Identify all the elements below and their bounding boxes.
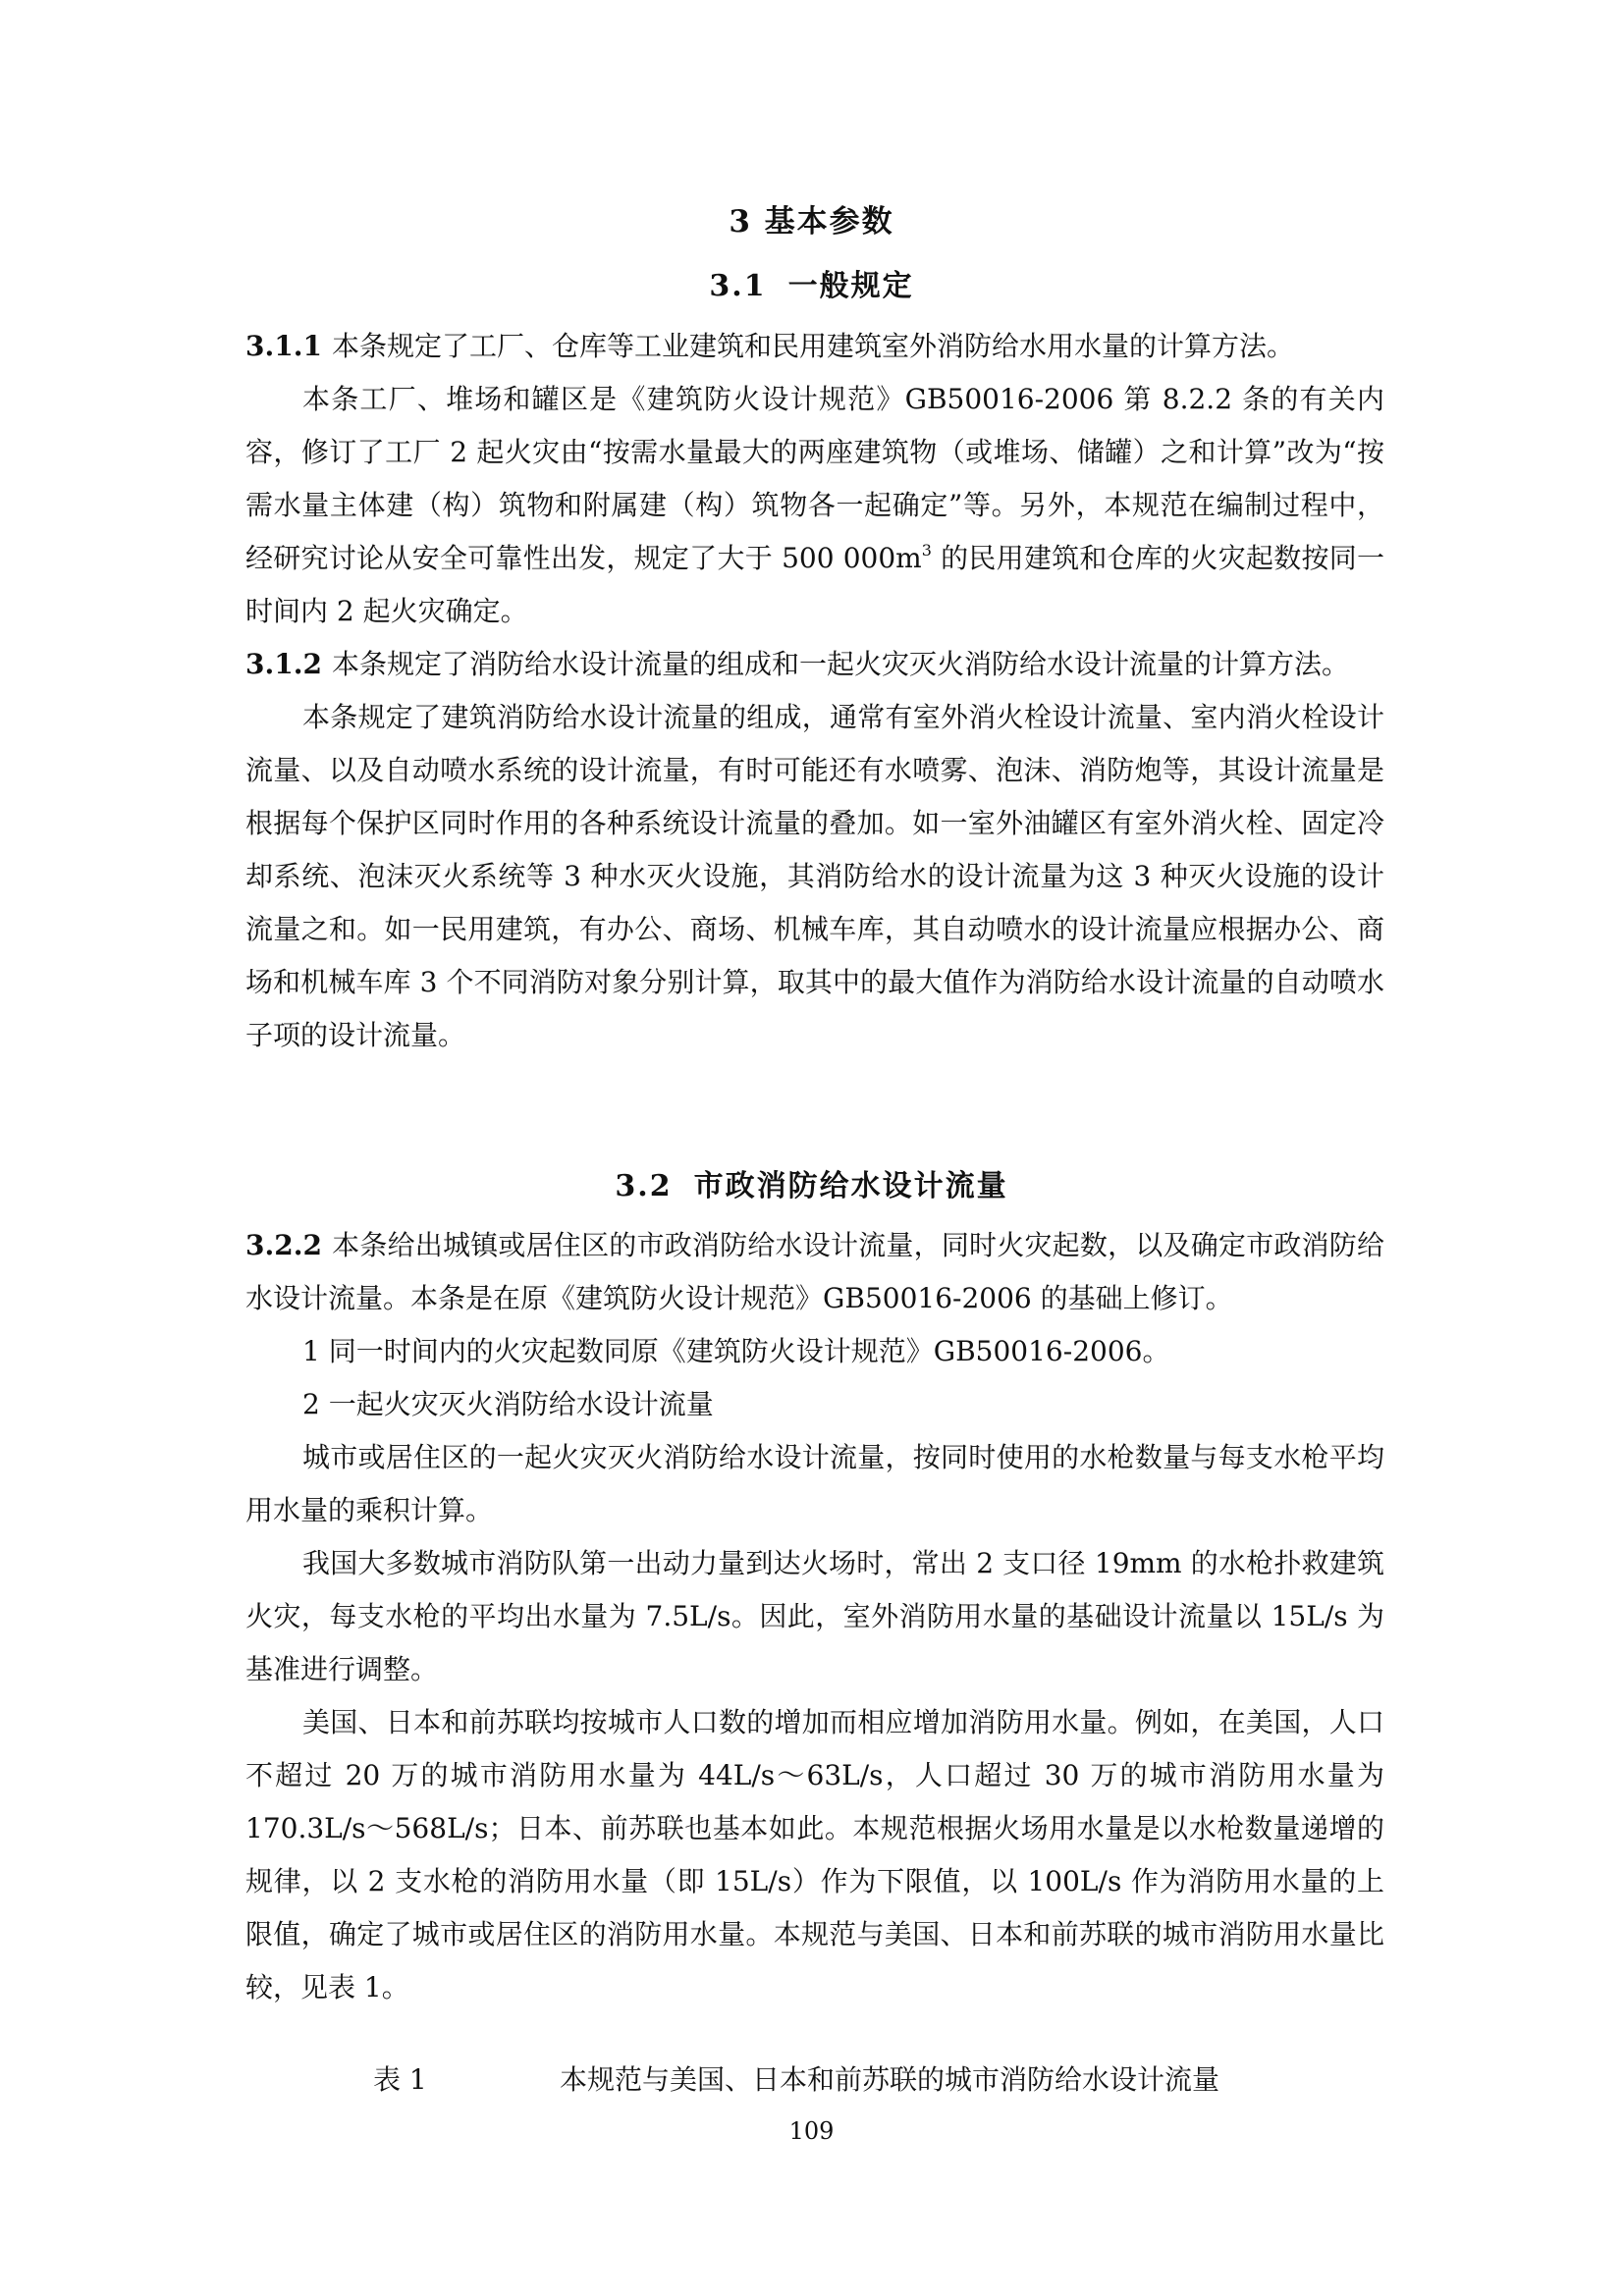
section-heading-3-2 [0,1161,1623,1204]
table-caption [373,2058,1219,2098]
paragraph-text: 本条工厂、堆场和罐区是《建筑防火设计规范》GB50016-2006 第 8.2.2 条的有关内容，修订了工厂 2 起火灾由“按需水量最大的两座建筑物（或堆场、储罐）之和计算”改为“按需水量主体建（构）筑物和附属建（构）筑物各一起确定”等。另外，本规范在编制过程中，经研究讨论从安全可靠性出发，规定了大于 500 000m [245,383,1384,574]
clause-number: 3.1.1 [245,330,322,362]
table-label: 表 1 [373,2063,427,2096]
section-3-1-body [245,320,1384,1062]
clause-3-1-2 [245,638,1384,691]
section-3-2-body [245,1219,1384,2014]
paragraph-text: 的民用建筑和仓库的火灾起数按同一时间内 2 起火灾确定。 [245,542,1385,627]
list-item-1: 1 同一时间内的火灾起数同原《建筑防火设计规范》GB50016-2006。 [302,1335,1170,1367]
paragraph [245,373,1384,638]
paragraph: 我国大多数城市消防队第一出动力量到达火场时，常出 2 支口径 19mm 的水枪扑救建筑火灾，每支水枪的平均出水量为 7.5L/s。因此，室外消防用水量的基础设计流量以 15L/s 为基准进行调整。 [245,1547,1384,1685]
clause-3-2-2 [245,1219,1384,1325]
table-title: 本规范与美国、日本和前苏联的城市消防给水设计流量 [560,2063,1220,2096]
superscript: 3 [921,541,932,560]
clause-3-1-1 [245,320,1384,373]
clause-text: 本条规定了工厂、仓库等工业建筑和民用建筑室外消防给水用水量的计算方法。 [331,330,1294,362]
chapter-heading: 3 基本参数 [729,204,894,240]
list-item-2: 2 一起火灾灭火消防给水设计流量 [302,1388,714,1420]
clause-text: 本条规定了消防给水设计流量的组成和一起火灾灭火消防给水设计流量的计算方法。 [331,648,1349,680]
page-number: 109 [788,2117,835,2145]
section-title: 一般规定 [787,269,914,303]
paragraph: 城市或居住区的一起火灾灭火消防给水设计流量，按同时使用的水枪数量与每支水枪平均用水量的乘积计算。 [245,1441,1384,1526]
section-title: 市政消防给水设计流量 [693,1169,1008,1203]
clause-number: 3.1.2 [245,648,322,680]
section-number: 3.2 [615,1169,673,1203]
clause-number: 3.2.2 [245,1229,322,1261]
section-number: 3.1 [709,269,767,303]
clause-text: 本条给出城镇或居住区的市政消防给水设计流量，同时火灾起数，以及确定市政消防给水设计流量。本条是在原《建筑防火设计规范》GB50016-2006 的基础上修订。 [245,1229,1384,1314]
paragraph: 美国、日本和前苏联均按城市人口数的增加而相应增加消防用水量。例如，在美国，人口不超过 20 万的城市消防用水量为 44L/s～63L/s，人口超过 30 万的城市消防用水量为 170.3L/s～568L/s；日本、前苏联也基本如此。本规范根据火场用水量是以水枪数量递增的规律，以 2 支水枪的消防用水量（即 15L/s）作为下限值，以 100L/s 作为消防用水量的上限值，确定了城市或居住区的消防用水量。本规范与美国、日本和前苏联的城市消防用水量比较，见表 1。 [245,1706,1384,2003]
paragraph: 本条规定了建筑消防给水设计流量的组成，通常有室外消火栓设计流量、室内消火栓设计流量、以及自动喷水系统的设计流量，有时可能还有水喷雾、泡沫、消防炮等，其设计流量是根据每个保护区同时作用的各种系统设计流量的叠加。如一室外油罐区有室外消火栓、固定冷却系统、泡沫灭火系统等 3 种水灭火设施，其消防给水的设计流量为这 3 种灭火设施的设计流量之和。如一民用建筑，有办公、商场、机械车库，其自动喷水的设计流量应根据办公、商场和机械车库 3 个不同消防对象分别计算，取其中的最大值作为消防给水设计流量的自动喷水子项的设计流量。 [245,701,1384,1051]
section-heading-3-1 [0,261,1623,304]
